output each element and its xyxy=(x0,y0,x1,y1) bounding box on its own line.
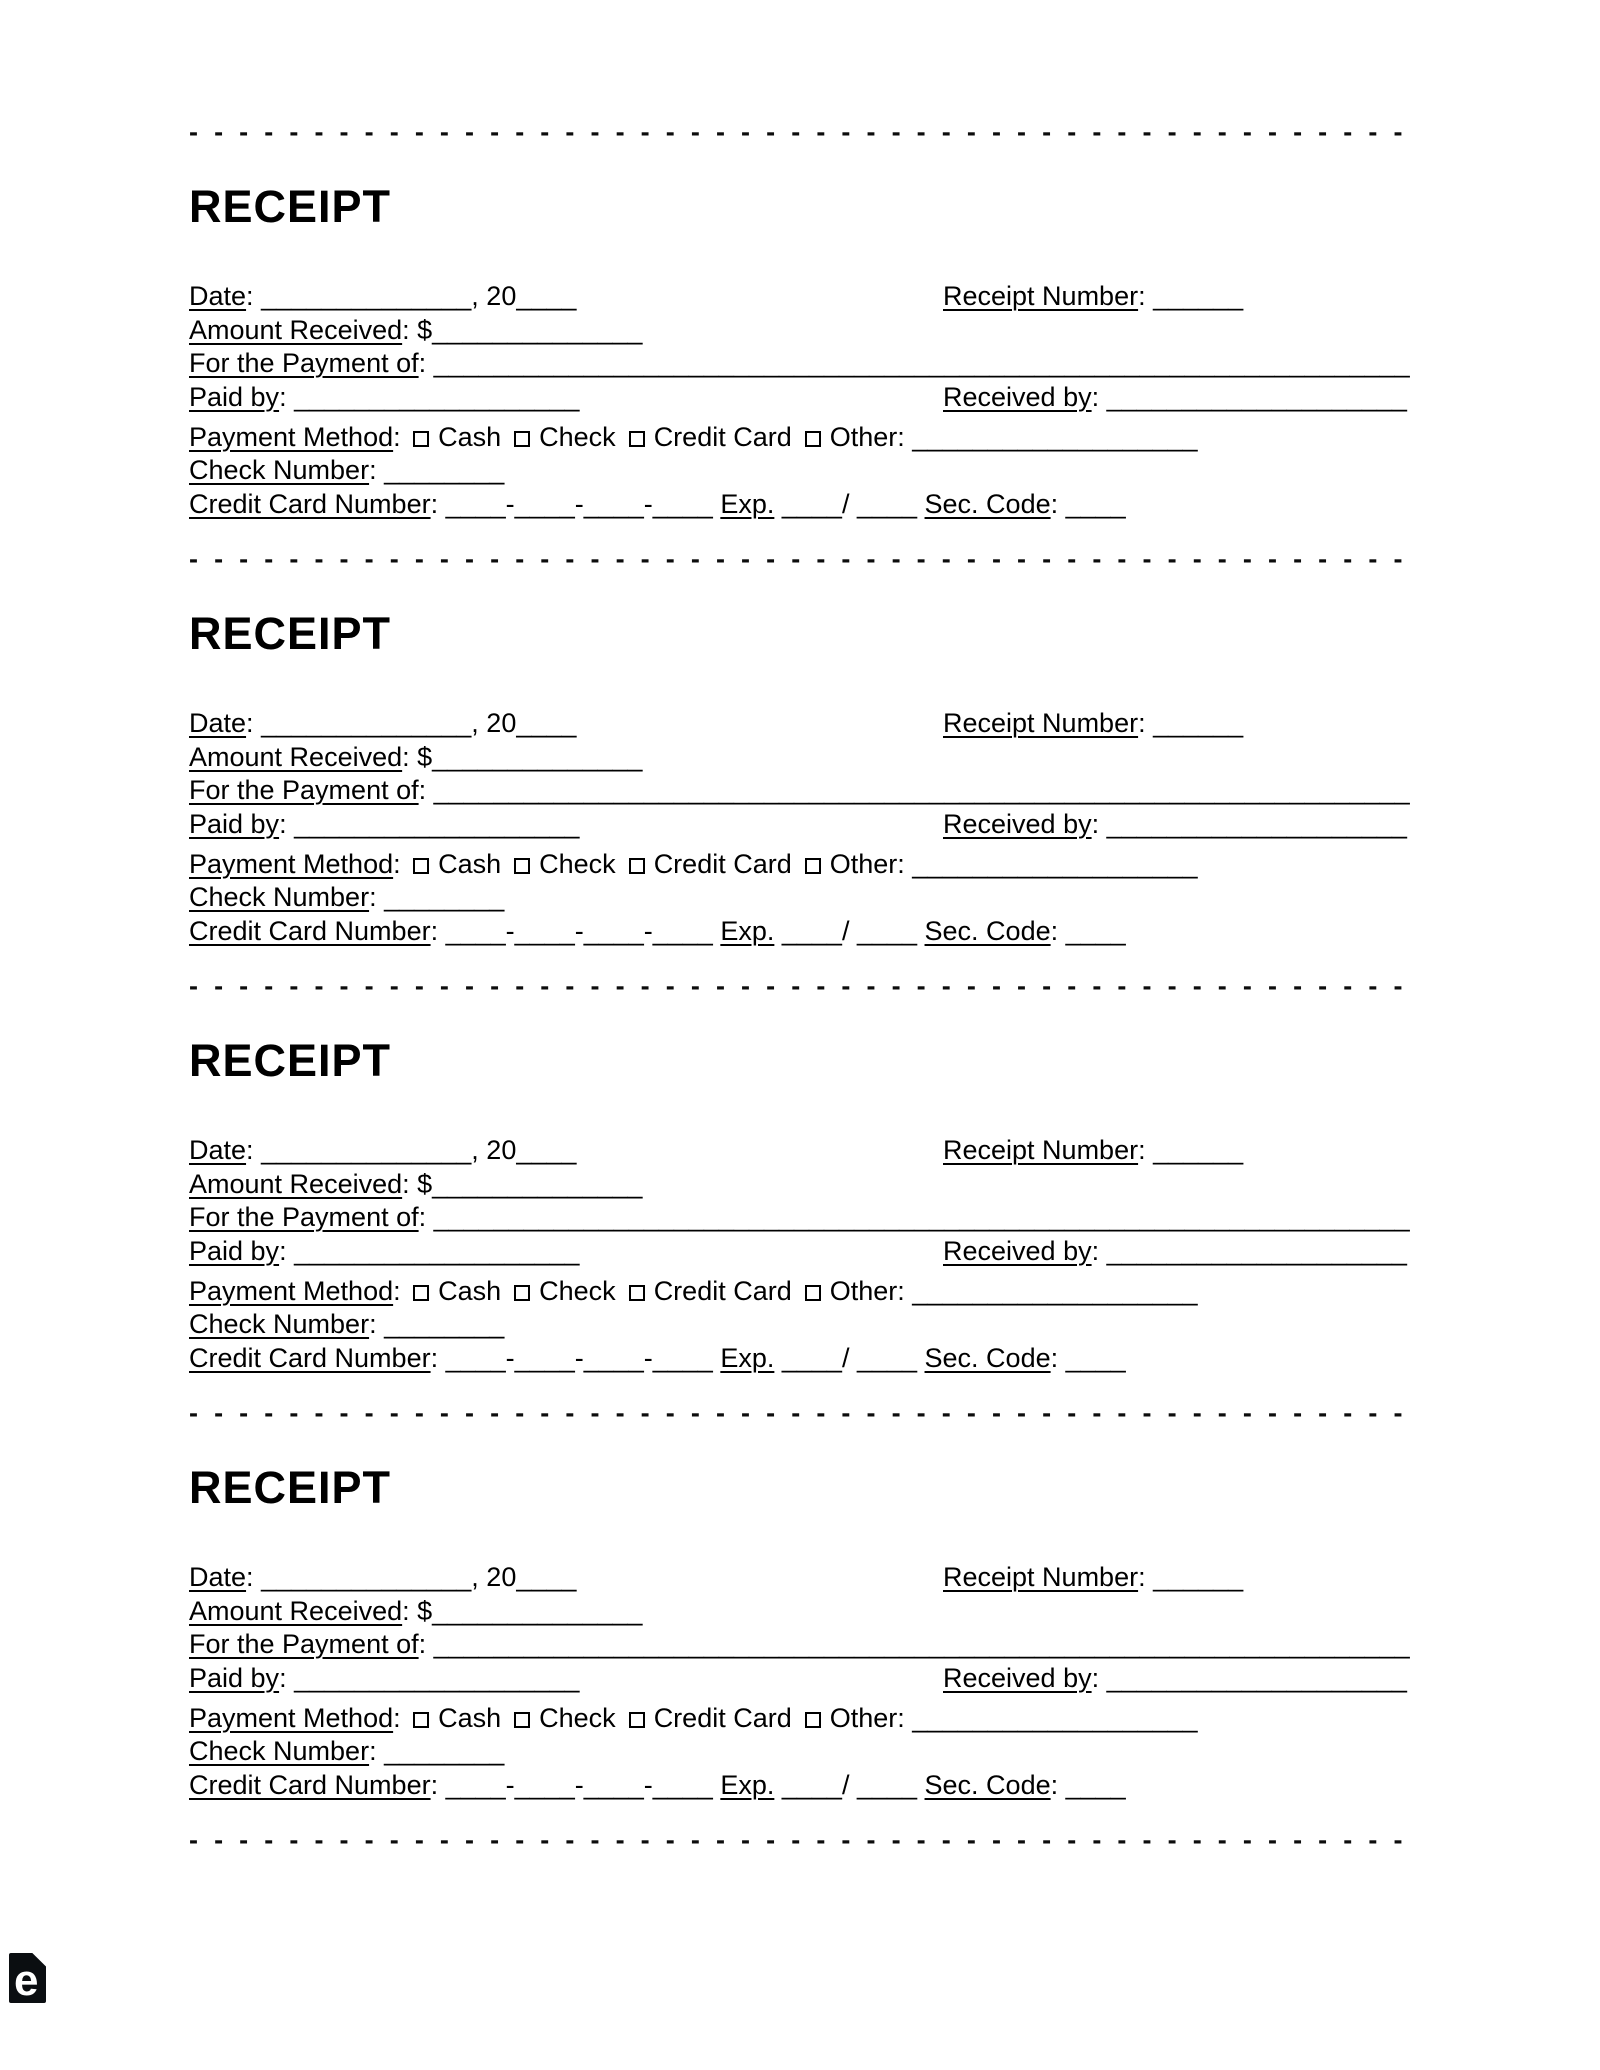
received-by-field-group xyxy=(943,381,1407,415)
check-number-colon: : xyxy=(369,455,385,485)
sec-code-colon: : xyxy=(1050,1769,1066,1800)
check-checkbox[interactable] xyxy=(514,1712,530,1728)
receipt-number-field-group xyxy=(943,1134,1243,1168)
received-by-blank[interactable]: ____________________ xyxy=(1106,808,1407,839)
row-credit-card xyxy=(189,1342,1421,1376)
receipt-number-colon: : xyxy=(1138,281,1154,311)
date-colon: : xyxy=(246,281,262,311)
date-label: Date xyxy=(189,1562,247,1592)
credit-card-number-colon: : xyxy=(430,915,446,946)
check-number-colon: : xyxy=(369,882,385,912)
row-payment-method xyxy=(189,1702,1421,1736)
other-blank[interactable]: ___________________ xyxy=(904,848,1198,879)
date-field-group xyxy=(189,1562,576,1592)
other-checkbox[interactable] xyxy=(805,431,821,447)
payment-of-blank[interactable]: _________________________________________________________________ xyxy=(433,348,1410,378)
received-by-colon: : xyxy=(1091,1662,1107,1693)
amount-colon-currency: : $ xyxy=(402,741,433,772)
received-by-colon: : xyxy=(1091,381,1107,412)
payment-option-cash xyxy=(408,1703,501,1733)
row-credit-card xyxy=(189,1769,1421,1803)
exp-year-blank[interactable]: ____ xyxy=(849,488,925,519)
check-checkbox[interactable] xyxy=(514,431,530,447)
credit-card-number-colon: : xyxy=(430,1342,446,1373)
amount-colon-currency: : $ xyxy=(402,1168,433,1199)
row-payment-of xyxy=(189,347,1421,381)
credit-card-checkbox[interactable] xyxy=(629,431,645,447)
date-colon: : xyxy=(246,708,262,738)
row-payment-of xyxy=(189,1628,1421,1662)
receipt-fields xyxy=(189,280,1421,521)
receipt-number-blank[interactable]: ______ xyxy=(1153,708,1244,738)
amount-received-label: Amount Received xyxy=(189,741,403,772)
payment-option-cash xyxy=(408,849,501,879)
paid-by-field-group xyxy=(189,382,579,412)
received-by-field-group xyxy=(943,1662,1407,1696)
row-date-and-receipt-number xyxy=(189,280,1421,314)
payment-option-credit-card xyxy=(624,1703,792,1733)
paid-by-field-group xyxy=(189,1663,579,1693)
payment-option-check xyxy=(509,422,616,452)
payment-option-other xyxy=(800,422,1198,452)
credit-card-number-label: Credit Card Number xyxy=(189,488,431,519)
date-year-blank[interactable]: ____ xyxy=(516,281,577,311)
other-checkbox[interactable] xyxy=(805,1712,821,1728)
other-label: Other: xyxy=(829,421,905,452)
received-by-colon: : xyxy=(1091,808,1107,839)
cash-label: Cash xyxy=(438,1275,502,1306)
date-year-blank[interactable]: ____ xyxy=(516,1135,577,1165)
received-by-colon: : xyxy=(1091,1235,1107,1266)
other-label: Other: xyxy=(829,848,905,879)
received-by-label: Received by xyxy=(943,1662,1092,1693)
date-year-prefix: , 20 xyxy=(471,1562,517,1592)
payment-option-other xyxy=(800,1276,1198,1306)
exp-label: Exp. xyxy=(720,488,775,519)
cut-line-separator: - - - - - - - - - - - - - - - - - - - - - - - - - - - - - - - - - - - - - - - - - - - - - - - - - xyxy=(189,544,1407,574)
sec-code-label: Sec. Code xyxy=(924,915,1051,946)
payment-of-colon: : xyxy=(418,1202,434,1232)
payment-method-label: Payment Method xyxy=(189,1275,394,1306)
row-credit-card xyxy=(189,488,1421,522)
date-colon: : xyxy=(246,1562,262,1592)
payment-of-blank[interactable]: _________________________________________________________________ xyxy=(433,775,1410,805)
receipt-title: RECEIPT xyxy=(189,1035,392,1086)
date-blank[interactable]: ______________ xyxy=(261,281,472,311)
credit-card-checkbox[interactable] xyxy=(629,858,645,874)
payment-of-label: For the Payment of xyxy=(189,348,419,378)
received-by-blank[interactable]: ____________________ xyxy=(1106,381,1407,412)
receipt-number-label: Receipt Number xyxy=(943,281,1139,311)
cut-line-separator: - - - - - - - - - - - - - - - - - - - - - - - - - - - - - - - - - - - - - - - - - - - - - - - - - xyxy=(189,971,1407,1001)
check-checkbox[interactable] xyxy=(514,858,530,874)
sec-code-label: Sec. Code xyxy=(924,1769,1051,1800)
payment-of-colon: : xyxy=(418,1629,434,1659)
date-blank[interactable]: ______________ xyxy=(261,1562,472,1592)
amount-colon-currency: : $ xyxy=(402,1595,433,1626)
row-date-and-receipt-number xyxy=(189,707,1421,741)
credit-card-number-colon: : xyxy=(430,1769,446,1800)
credit-card-number-blank[interactable]: ____-____-____-____ xyxy=(445,1769,721,1800)
check-label: Check xyxy=(539,1702,616,1733)
received-by-label: Received by xyxy=(943,381,1092,412)
date-field-group xyxy=(189,708,576,738)
receipt-title: RECEIPT xyxy=(189,181,392,232)
check-label: Check xyxy=(539,421,616,452)
check-label: Check xyxy=(539,1275,616,1306)
received-by-label: Received by xyxy=(943,808,1092,839)
sec-code-colon: : xyxy=(1050,488,1066,519)
sec-code-blank[interactable]: ____ xyxy=(1065,1769,1126,1800)
payment-option-cash xyxy=(408,1276,501,1306)
payment-option-credit-card xyxy=(624,849,792,879)
logo-letter-e: e xyxy=(14,1956,39,2005)
paid-by-blank[interactable]: ___________________ xyxy=(294,381,580,412)
date-blank[interactable]: ______________ xyxy=(261,1135,472,1165)
credit-card-checkbox[interactable] xyxy=(629,1285,645,1301)
receipt-fields xyxy=(189,1134,1421,1375)
amount-received-label: Amount Received xyxy=(189,1168,403,1199)
row-date-and-receipt-number xyxy=(189,1561,1421,1595)
exp-year-blank[interactable]: ____ xyxy=(849,915,925,946)
paid-by-blank[interactable]: ___________________ xyxy=(294,808,580,839)
exp-month-blank[interactable]: ____ xyxy=(774,488,842,519)
exp-year-blank[interactable]: ____ xyxy=(849,1769,925,1800)
cash-checkbox[interactable] xyxy=(413,1285,429,1301)
receipt-number-label: Receipt Number xyxy=(943,708,1139,738)
row-payment-method xyxy=(189,1275,1421,1309)
check-number-blank[interactable]: ________ xyxy=(384,1309,505,1339)
exp-slash: / xyxy=(841,488,850,519)
paid-by-colon: : xyxy=(279,808,295,839)
date-field-group xyxy=(189,1135,576,1165)
cash-checkbox[interactable] xyxy=(413,1712,429,1728)
date-blank[interactable]: ______________ xyxy=(261,708,472,738)
row-check-number xyxy=(189,881,1421,915)
paid-by-colon: : xyxy=(279,1235,295,1266)
credit-card-label: Credit Card xyxy=(653,1702,792,1733)
payment-method-colon: : xyxy=(393,1702,409,1733)
receipt-fields xyxy=(189,1561,1421,1802)
exp-label: Exp. xyxy=(720,915,775,946)
row-paid-by-and-received-by xyxy=(189,808,1421,842)
exp-label: Exp. xyxy=(720,1769,775,1800)
date-field-group xyxy=(189,281,576,311)
payment-option-cash xyxy=(408,422,501,452)
received-by-label: Received by xyxy=(943,1235,1092,1266)
payment-option-check xyxy=(509,1276,616,1306)
check-number-label: Check Number xyxy=(189,882,370,912)
receipt-section xyxy=(189,181,1600,521)
check-number-label: Check Number xyxy=(189,455,370,485)
row-check-number xyxy=(189,1308,1421,1342)
receipt-number-blank[interactable]: ______ xyxy=(1153,1135,1244,1165)
receipt-number-colon: : xyxy=(1138,1562,1154,1592)
row-check-number xyxy=(189,1735,1421,1769)
credit-card-label: Credit Card xyxy=(653,421,792,452)
payment-method-label: Payment Method xyxy=(189,1702,394,1733)
row-payment-of xyxy=(189,774,1421,808)
row-amount-received xyxy=(189,1595,1421,1629)
payment-of-blank[interactable]: _________________________________________________________________ xyxy=(433,1202,1410,1232)
cash-checkbox[interactable] xyxy=(413,431,429,447)
receipt-fields xyxy=(189,707,1421,948)
receipt-number-blank[interactable]: ______ xyxy=(1153,1562,1244,1592)
check-number-colon: : xyxy=(369,1309,385,1339)
check-number-colon: : xyxy=(369,1736,385,1766)
credit-card-number-label: Credit Card Number xyxy=(189,915,431,946)
paid-by-label: Paid by xyxy=(189,1662,280,1693)
sec-code-label: Sec. Code xyxy=(924,1342,1051,1373)
row-payment-method xyxy=(189,421,1421,455)
payment-of-label: For the Payment of xyxy=(189,775,419,805)
sec-code-colon: : xyxy=(1050,915,1066,946)
payment-option-check xyxy=(509,849,616,879)
other-label: Other: xyxy=(829,1275,905,1306)
sec-code-label: Sec. Code xyxy=(924,488,1051,519)
payment-option-other xyxy=(800,1703,1198,1733)
date-year-blank[interactable]: ____ xyxy=(516,1562,577,1592)
paid-by-label: Paid by xyxy=(189,381,280,412)
receipt-number-colon: : xyxy=(1138,1135,1154,1165)
credit-card-checkbox[interactable] xyxy=(629,1712,645,1728)
payment-of-label: For the Payment of xyxy=(189,1629,419,1659)
receipt-title: RECEIPT xyxy=(189,1462,392,1513)
receipt-section xyxy=(189,1462,1600,1802)
receipt-section xyxy=(189,608,1600,948)
amount-received-blank[interactable]: ______________ xyxy=(432,314,643,345)
paid-by-field-group xyxy=(189,1236,579,1266)
receipt-number-label: Receipt Number xyxy=(943,1135,1139,1165)
other-label: Other: xyxy=(829,1702,905,1733)
payment-option-other xyxy=(800,849,1198,879)
receipt-section xyxy=(189,1035,1600,1375)
row-credit-card xyxy=(189,915,1421,949)
cash-label: Cash xyxy=(438,848,502,879)
paid-by-blank[interactable]: ___________________ xyxy=(294,1662,580,1693)
check-checkbox[interactable] xyxy=(514,1285,530,1301)
amount-received-label: Amount Received xyxy=(189,314,403,345)
sec-code-blank[interactable]: ____ xyxy=(1065,915,1126,946)
payment-option-check xyxy=(509,1703,616,1733)
row-amount-received xyxy=(189,741,1421,775)
exp-month-blank[interactable]: ____ xyxy=(774,915,842,946)
row-check-number xyxy=(189,454,1421,488)
check-label: Check xyxy=(539,848,616,879)
date-label: Date xyxy=(189,1135,247,1165)
date-year-prefix: , 20 xyxy=(471,1135,517,1165)
row-amount-received xyxy=(189,1168,1421,1202)
paid-by-colon: : xyxy=(279,381,295,412)
date-label: Date xyxy=(189,708,247,738)
row-payment-method xyxy=(189,848,1421,882)
credit-card-number-blank[interactable]: ____-____-____-____ xyxy=(445,488,721,519)
exp-month-blank[interactable]: ____ xyxy=(774,1769,842,1800)
received-by-field-group xyxy=(943,1235,1407,1269)
paid-by-blank[interactable]: ___________________ xyxy=(294,1235,580,1266)
payment-method-colon: : xyxy=(393,848,409,879)
row-paid-by-and-received-by xyxy=(189,1662,1421,1696)
payment-method-label: Payment Method xyxy=(189,848,394,879)
cash-checkbox[interactable] xyxy=(413,858,429,874)
credit-card-number-label: Credit Card Number xyxy=(189,1342,431,1373)
receipt-title: RECEIPT xyxy=(189,608,392,659)
payment-of-colon: : xyxy=(418,775,434,805)
row-payment-of xyxy=(189,1201,1421,1235)
sec-code-blank[interactable]: ____ xyxy=(1065,488,1126,519)
date-label: Date xyxy=(189,281,247,311)
cut-line-separator: - - - - - - - - - - - - - - - - - - - - - - - - - - - - - - - - - - - - - - - - - - - - - - - - - xyxy=(189,1398,1407,1428)
receipt-number-field-group xyxy=(943,707,1243,741)
row-amount-received xyxy=(189,314,1421,348)
payment-option-credit-card xyxy=(624,1276,792,1306)
credit-card-number-colon: : xyxy=(430,488,446,519)
date-year-prefix: , 20 xyxy=(471,708,517,738)
paid-by-colon: : xyxy=(279,1662,295,1693)
receipt-number-label: Receipt Number xyxy=(943,1562,1139,1592)
payment-method-colon: : xyxy=(393,1275,409,1306)
check-number-blank[interactable]: ________ xyxy=(384,1736,505,1766)
received-by-blank[interactable]: ____________________ xyxy=(1106,1662,1407,1693)
amount-received-blank[interactable]: ______________ xyxy=(432,1595,643,1626)
exp-slash: / xyxy=(841,915,850,946)
payment-of-colon: : xyxy=(418,348,434,378)
credit-card-number-blank[interactable]: ____-____-____-____ xyxy=(445,1342,721,1373)
exp-year-blank[interactable]: ____ xyxy=(849,1342,925,1373)
paid-by-label: Paid by xyxy=(189,808,280,839)
exp-label: Exp. xyxy=(720,1342,775,1373)
paid-by-field-group xyxy=(189,809,579,839)
other-checkbox[interactable] xyxy=(805,1285,821,1301)
amount-received-blank[interactable]: ______________ xyxy=(432,1168,643,1199)
payment-method-label: Payment Method xyxy=(189,421,394,452)
payment-of-label: For the Payment of xyxy=(189,1202,419,1232)
exp-month-blank[interactable]: ____ xyxy=(774,1342,842,1373)
payment-of-blank[interactable]: _________________________________________________________________ xyxy=(433,1629,1410,1659)
check-number-blank[interactable]: ________ xyxy=(384,455,505,485)
date-year-prefix: , 20 xyxy=(471,281,517,311)
credit-card-number-blank[interactable]: ____-____-____-____ xyxy=(445,915,721,946)
payment-option-credit-card xyxy=(624,422,792,452)
sec-code-colon: : xyxy=(1050,1342,1066,1373)
amount-received-label: Amount Received xyxy=(189,1595,403,1626)
cash-label: Cash xyxy=(438,421,502,452)
row-paid-by-and-received-by xyxy=(189,381,1421,415)
cash-label: Cash xyxy=(438,1702,502,1733)
row-date-and-receipt-number xyxy=(189,1134,1421,1168)
amount-colon-currency: : $ xyxy=(402,314,433,345)
other-checkbox[interactable] xyxy=(805,858,821,874)
other-blank[interactable]: ___________________ xyxy=(904,1275,1198,1306)
eforms-logo xyxy=(9,1953,46,2003)
cut-line-separator: - - - - - - - - - - - - - - - - - - - - - - - - - - - - - - - - - - - - - - - - - - - - - - - - - xyxy=(189,1825,1407,1855)
other-blank[interactable]: ___________________ xyxy=(904,421,1198,452)
date-colon: : xyxy=(246,1135,262,1165)
check-number-label: Check Number xyxy=(189,1309,370,1339)
amount-received-blank[interactable]: ______________ xyxy=(432,741,643,772)
receipt-number-field-group xyxy=(943,280,1243,314)
received-by-field-group xyxy=(943,808,1407,842)
cut-line-separator: - - - - - - - - - - - - - - - - - - - - - - - - - - - - - - - - - - - - - - - - - - - - - - - - - xyxy=(189,117,1407,147)
receipt-number-blank[interactable]: ______ xyxy=(1153,281,1244,311)
receipt-number-colon: : xyxy=(1138,708,1154,738)
received-by-blank[interactable]: ____________________ xyxy=(1106,1235,1407,1266)
paid-by-label: Paid by xyxy=(189,1235,280,1266)
sec-code-blank[interactable]: ____ xyxy=(1065,1342,1126,1373)
credit-card-label: Credit Card xyxy=(653,848,792,879)
check-number-blank[interactable]: ________ xyxy=(384,882,505,912)
exp-slash: / xyxy=(841,1342,850,1373)
credit-card-label: Credit Card xyxy=(653,1275,792,1306)
receipt-number-field-group xyxy=(943,1561,1243,1595)
exp-slash: / xyxy=(841,1769,850,1800)
other-blank[interactable]: ___________________ xyxy=(904,1702,1198,1733)
credit-card-number-label: Credit Card Number xyxy=(189,1769,431,1800)
check-number-label: Check Number xyxy=(189,1736,370,1766)
row-paid-by-and-received-by xyxy=(189,1235,1421,1269)
date-year-blank[interactable]: ____ xyxy=(516,708,577,738)
payment-method-colon: : xyxy=(393,421,409,452)
